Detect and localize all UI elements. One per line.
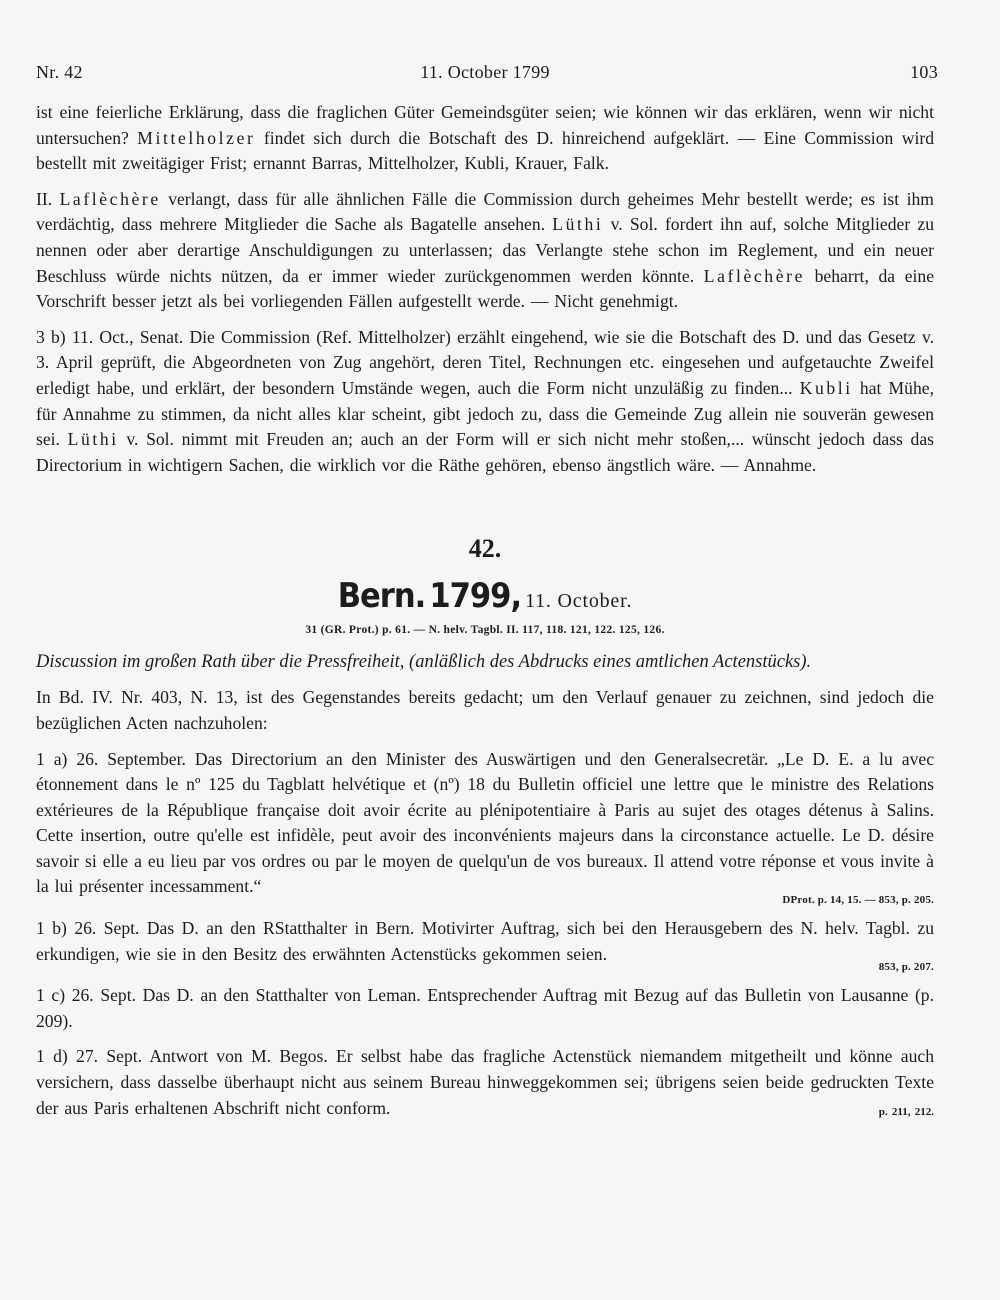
- section-heading: [36, 576, 934, 616]
- source-citation: 31 (GR. Prot.) p. 61. — N. helv. Tagbl. II. 117, 118. 121, 122. 125, 126.: [305, 624, 665, 637]
- paragraph-1b: 1 b) 26. Sept. Das D. an den RStatthalter in Bern. Motivirter Auftrag, sich bei den Herausgebern des N. helv. Tagbl. zu erkundigen, wie sie in den Besitz des erwähnten Actenstücks gekommen seien.: [36, 918, 934, 964]
- heading-date: 11. October.: [525, 590, 633, 613]
- document-page: [36, 62, 938, 1125]
- section-marker: II.: [36, 188, 53, 209]
- person-name: Lüthi: [552, 214, 604, 235]
- paragraph-1a: 1 a) 26. September. Das Directorium an den Minister des Auswärtigen und den Generalsecretär. „Le D. E. a lu avec étonnement dans le nº 125 du Tagblatt helvétique et (nº) 18 du Bulletin officiel une lettre que le ministre des Relations extérieures de la République française doit avoir écrite au plénipotentiaire à Paris au sujet des otages détenus à Salins. Cette insertion, outre qu'elle est infidèle, peut avoir des inconvénients majeurs dans la circonstance actuelle. Le D. désire savoir si elle a eu lieu par vos ordres ou par le moyen de quelqu'un de vos bureaux. Il attend votre réponse et vous invite à la lui présenter incessamment.“: [36, 748, 934, 897]
- paragraph-intro-3: [36, 325, 934, 479]
- person-name: Laflèchère: [59, 188, 161, 209]
- document-number: Nr. 42: [36, 62, 83, 82]
- paragraph-intro-1: [36, 100, 934, 177]
- text-run: 3 b) 11. Oct., Senat. Die Commission (Ref. Mittelholzer) erzählt eingehend, wie sie die Botschaft des D. und das Gesetz v. 3. April geprüft, die Abgeordneten von Zug angehört, deren Titel, Rechnungen etc. eingesehen und aufgetauchte Zweifel erledigt habe, und erklärt, der besondern Umstände wegen, auch die Form nicht unzuläßig zu finden...: [36, 326, 934, 398]
- paragraph-intro-2: [36, 187, 934, 315]
- text-run: beharrt, da eine Vorschrift besser jetzt als bei vorliegenden Fällen aufgestellt werde. — Nicht genehmigt.: [36, 265, 935, 312]
- text-run: verlangt, dass für alle ähnlichen Fälle die Commission durch geheimes Mehr bestellt werde; es ist ihm verdächtig, dass mehrere Mitglieder die Sache als Bagatelle ansehen.: [36, 188, 934, 235]
- person-name: Laflèchère: [703, 265, 805, 286]
- page-number: 103: [910, 62, 938, 82]
- heading-year: 1799,: [429, 576, 522, 617]
- text-run: ist eine feierliche Erklärung, dass die fraglichen Güter Gemeindsgüter seien; wie können wir das erklären, wenn wir nicht untersuchen?: [36, 102, 934, 148]
- source-reference-1a: DProt. p. 14, 15. — 853, p. 205.: [782, 894, 934, 907]
- text-run: v. Sol. nimmt mit Freuden an; auch an der Form will er sich nicht mehr stoßen,... wünscht jedoch dass das Directorium in wichtigern Sachen, die wirklich vor die Räthe gehören, ebenso ängstlich wäre. — Annahme.: [36, 429, 935, 475]
- heading-place: Bern.: [337, 576, 426, 617]
- text-run: hat Mühe, für Annahme zu stimmen, da nicht alles klar scheint, gibt jedoch zu, dass die Gemeinde Zug allein nie souverän gewesen sei.: [36, 377, 934, 450]
- person-name: Mittelholzer: [137, 127, 256, 148]
- document-section-number: 42.: [468, 534, 502, 564]
- paragraph-section-intro: In Bd. IV. Nr. 403, N. 13, ist des Gegenstandes bereits gedacht; um den Verlauf genauer zu zeichnen, sind jedoch die bezüglichen Acten nachzuholen:: [36, 687, 934, 733]
- paragraph-1d: [36, 1044, 934, 1121]
- regest-summary: Discussion im großen Rath über die Pressfreiheit, (anläßlich des Abdrucks eines amtlichen Actenstücks).: [36, 652, 812, 673]
- running-header: [36, 62, 938, 92]
- source-reference-1b: 853, p. 207.: [878, 961, 934, 974]
- text-run: findet sich durch die Botschaft des D. hinreichend aufgeklärt. — Eine Commission wird bestellt mit zweitägiger Frist; ernannt Barras, Mittelholzer, Kubli, Krauer, Falk.: [36, 127, 934, 174]
- header-date: 11. October 1799: [420, 62, 550, 82]
- paragraph-1c: 1 c) 26. Sept. Das D. an den Statthalter von Leman. Entsprechender Auftrag mit Bezug auf das Bulletin von Lausanne (p. 209).: [36, 985, 934, 1031]
- text-run: 1 d) 27. Sept. Antwort von M. Begos. Er selbst habe das fragliche Actenstück niemandem mitgetheilt und könne auch versichern, dass dasselbe überhaupt nicht aus seinem Bureau hinweggekommen sei; übrigens seien beide gedruckten Texte der aus Paris erhaltenen Abschrift nicht conform.: [36, 1046, 934, 1118]
- text-run: v. Sol. fordert ihn auf, solche Mitglieder zu nennen oder aber derartige Anschuldigungen zu unterlassen; das Verlangte stehe schon im Reglement, und ein neuer Beschluss würde nichts nützen, da er immer wieder zurückgenommen werden könnte.: [36, 214, 935, 286]
- source-reference-1d: p. 211, 212.: [878, 1105, 934, 1118]
- person-name: Kubli: [799, 377, 853, 398]
- person-name: Lüthi: [67, 429, 119, 450]
